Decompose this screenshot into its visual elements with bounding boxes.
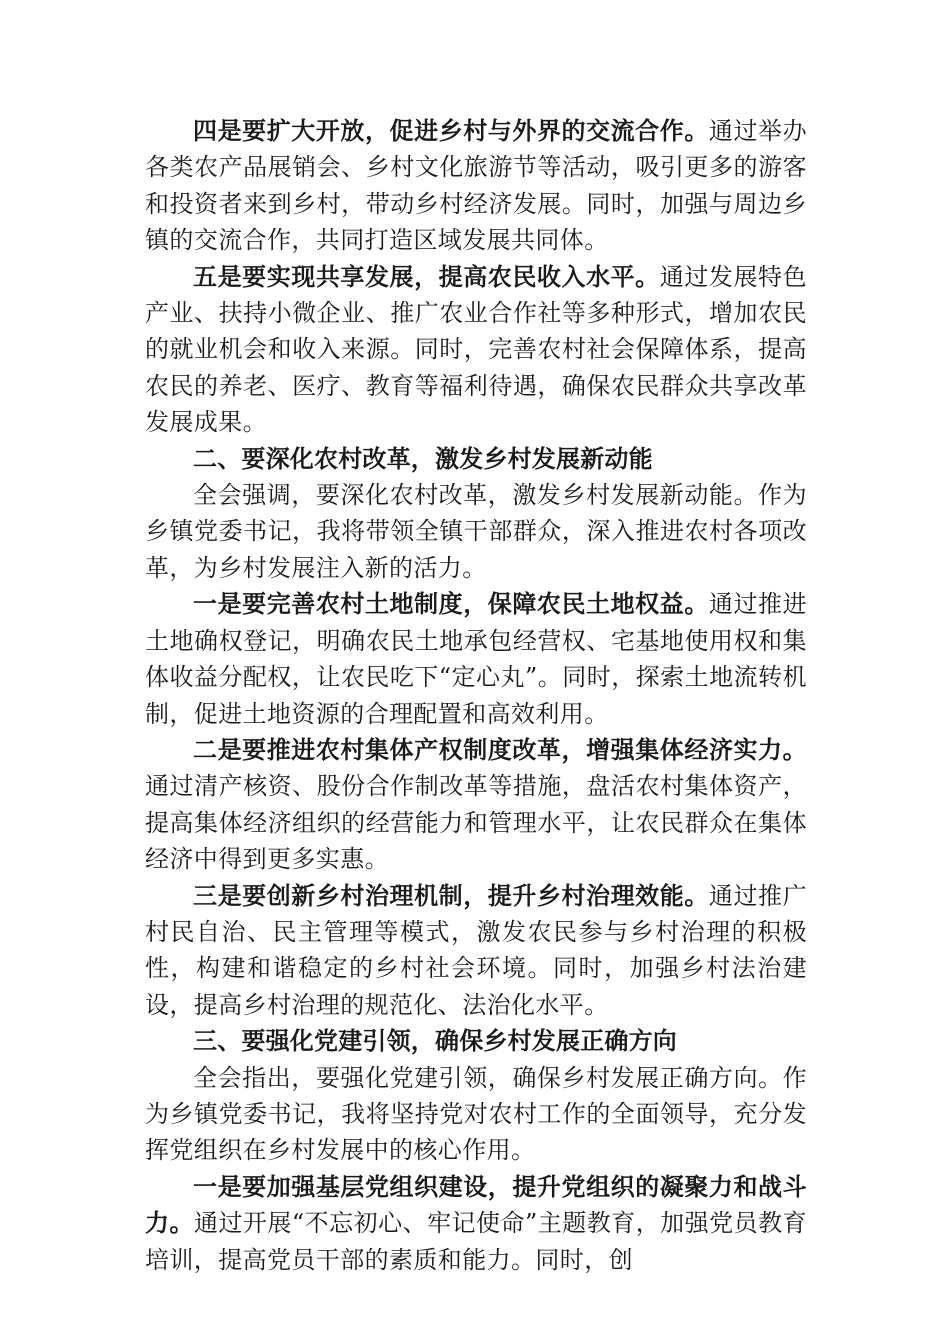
paragraph-grassroots-party — [145, 1169, 807, 1278]
paragraph-shared-development — [145, 259, 807, 441]
paragraph-text: 通过开展“不忘初心、牢记使命”主题教育，加强党员教育培训，提高党员干部的素质和能力。同时，创 — [145, 1209, 807, 1274]
paragraph-party-intro — [145, 1060, 807, 1169]
paragraph-lead: 二是要推进农村集体产权制度改革，增强集体经济实力。 — [193, 734, 807, 764]
paragraph-collective-property — [145, 732, 807, 878]
paragraph-land-system — [145, 586, 807, 732]
paragraph-open-up — [145, 113, 807, 259]
paragraph-lead: 一是要完善农村土地制度，保障农民土地权益。 — [193, 589, 709, 619]
paragraph-text: 通过发展特色产业、扶持小微企业、推广农业合作社等多种形式，增加农民的就业机会和收入来源。同时，完善农村社会保障体系，提高农民的养老、医疗、教育等福利待遇，确保农民群众共享改革发展成果。 — [145, 262, 807, 437]
paragraph-reform-intro — [145, 477, 807, 586]
paragraph-rural-governance — [145, 878, 807, 1024]
paragraph-lead: 四是要扩大开放，促进乡村与外界的交流合作。 — [193, 116, 709, 145]
section-heading-party-building: 三、要强化党建引领，确保乡村发展正确方向 — [193, 1027, 677, 1056]
document-body — [145, 113, 807, 1278]
paragraph-text: 通过推进土地确权登记，明确农民土地承包经营权、宅基地使用权和集体收益分配权，让农民吃下“定心丸”。同时，探索土地流转机制，促进土地资源的合理配置和高效利用。 — [145, 590, 807, 728]
section-heading-rural-reform: 二、要深化农村改革，激发乡村发展新动能 — [193, 444, 653, 473]
paragraph-lead: 一是要加强基层党组织建设，提升党组织的凝聚力和战斗力。 — [145, 1171, 807, 1238]
paragraph-text: 全会指出，要强化党建引领，确保乡村发展正确方向。作为乡镇党委书记，我将坚持党对农村工作的全面领导，充分发挥党组织在乡村发展中的核心作用。 — [145, 1063, 807, 1165]
paragraph-lead: 三是要创新乡村治理机制，提升乡村治理效能。 — [193, 880, 709, 910]
paragraph-text: 通过清产核资、股份合作制改革等措施，盘活农村集体资产，提高集体经济组织的经营能力和管理水平，让农民群众在集体经济中得到更多实惠。 — [145, 772, 807, 874]
paragraph-text: 通过举办各类农产品展销会、乡村文化旅游节等活动，吸引更多的游客和投资者来到乡村，带动乡村经济发展。同时，加强与周边乡镇的交流合作，共同打造区域发展共同体。 — [145, 117, 807, 255]
paragraph-text: 通过推广村民自治、民主管理等模式，激发农民参与乡村治理的积极性，构建和谐稳定的乡村社会环境。同时，加强乡村法治建设，提高乡村治理的规范化、法治化水平。 — [145, 881, 807, 1019]
paragraph-lead: 五是要实现共享发展，提高农民收入水平。 — [193, 261, 660, 291]
paragraph-text: 全会强调，要深化农村改革，激发乡村发展新动能。作为乡镇党委书记，我将带领全镇干部群众，深入推进农村各项改革，为乡村发展注入新的活力。 — [145, 481, 807, 582]
